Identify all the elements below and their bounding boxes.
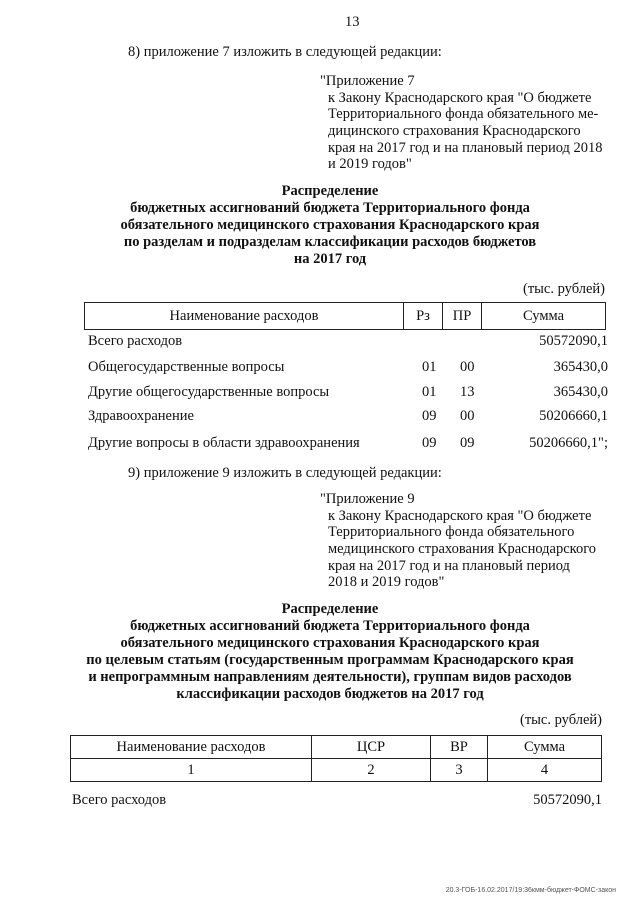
title2-line: бюджетных ассигнований бюджета Территориального фонда bbox=[130, 618, 530, 634]
appendix9-line: "Приложение 9 bbox=[320, 491, 415, 507]
table-row bbox=[88, 333, 608, 353]
table2-number-2: 2 bbox=[312, 759, 431, 782]
row-pr: 13 bbox=[460, 384, 475, 400]
appendix7-line: дицинского страхования Краснодарского bbox=[328, 123, 581, 140]
row-sum: 365430,0 bbox=[553, 359, 608, 375]
row-name: Здравоохранение bbox=[88, 408, 194, 424]
row-sum: 50206660,1 bbox=[539, 408, 608, 424]
appendix7-line: к Закону Краснодарского края "О бюджете bbox=[328, 89, 592, 106]
footer-code: 20.3-ГОБ-16.02.2017/19:36кмм-бюджет-ФОМС-закон bbox=[445, 886, 616, 894]
title1 bbox=[70, 183, 590, 268]
table2-number-1: 1 bbox=[71, 759, 312, 782]
appendix7-header bbox=[320, 73, 610, 173]
appendix9-line: медицинского страхования Краснодарского bbox=[328, 541, 597, 558]
row-sum: 365430,0 bbox=[553, 384, 608, 400]
row-rz: 01 bbox=[422, 359, 437, 375]
appendix7-line: края на 2017 год и на плановый период 2018 bbox=[328, 139, 603, 156]
title2 bbox=[70, 601, 590, 703]
appendix9-line: к Закону Краснодарского края "О бюджете bbox=[328, 507, 592, 524]
total-row bbox=[72, 792, 602, 812]
row-name: Общегосударственные вопросы bbox=[88, 359, 285, 375]
appendix7-line: и 2019 годов" bbox=[328, 156, 412, 173]
table1-header-pr: ПР bbox=[443, 303, 482, 330]
table2-number-4: 4 bbox=[488, 759, 602, 782]
table2 bbox=[70, 735, 602, 782]
table-row bbox=[88, 384, 608, 404]
table-row bbox=[88, 435, 608, 455]
row-pr: 09 bbox=[460, 435, 475, 451]
title1-line: бюджетных ассигнований бюджета Территориального фонда bbox=[130, 200, 530, 216]
title1-line: на 2017 год bbox=[293, 251, 367, 267]
title2-line: классификации расходов бюджетов на 2017 год bbox=[176, 686, 484, 702]
total-sum: 50572090,1 bbox=[533, 792, 602, 808]
table1-header bbox=[84, 302, 606, 330]
table1-header-sum: Сумма bbox=[482, 303, 606, 330]
table2-header-vr: ВР bbox=[431, 736, 488, 759]
row-name: Другие вопросы в области здравоохранения bbox=[88, 435, 360, 451]
title1-line: по разделам и подразделам классификации расходов бюджетов bbox=[123, 234, 537, 250]
row-pr: 00 bbox=[460, 408, 475, 424]
appendix7-line: "Приложение 7 bbox=[320, 73, 415, 89]
row-name: Другие общегосударственные вопросы bbox=[88, 384, 330, 400]
row-pr: 00 bbox=[460, 359, 475, 375]
appendix7-line: Территориального фонда обязательного ме- bbox=[328, 106, 599, 123]
appendix9-line: Территориального фонда обязательного bbox=[328, 524, 575, 541]
row-sum: 50206660,1"; bbox=[529, 435, 608, 451]
title2-line: по целевым статьям (государственным программам Краснодарского края bbox=[86, 652, 574, 668]
page-number: 13 bbox=[345, 14, 360, 30]
units1: (тыс. рублей) bbox=[523, 281, 605, 297]
title1-line: обязательного медицинского страхования Краснодарского края bbox=[120, 217, 540, 233]
table2-number-3: 3 bbox=[431, 759, 488, 782]
appendix9-line: 2018 и 2019 годов" bbox=[328, 574, 445, 591]
row-rz: 09 bbox=[422, 435, 437, 451]
title2-line: и непрограммным направлениям деятельности), группам видов расходов bbox=[88, 669, 572, 685]
appendix9-line: края на 2017 год и на плановый период bbox=[328, 557, 570, 574]
item8-text: 8) приложение 7 изложить в следующей редакции: bbox=[128, 44, 442, 60]
table2-header-name: Наименование расходов bbox=[71, 736, 312, 759]
row-rz: 01 bbox=[422, 384, 437, 400]
table-row bbox=[88, 359, 608, 379]
table2-header-csr: ЦСР bbox=[312, 736, 431, 759]
table1-header-name: Наименование расходов bbox=[85, 303, 404, 330]
total-label: Всего расходов bbox=[72, 792, 167, 808]
title2-line: Распределение bbox=[281, 601, 379, 617]
table-row bbox=[88, 408, 608, 428]
table1-header-rz: Рз bbox=[404, 303, 443, 330]
appendix9-header bbox=[320, 491, 610, 591]
title1-line: Распределение bbox=[281, 183, 379, 199]
title2-line: обязательного медицинского страхования Краснодарского края bbox=[120, 635, 540, 651]
item9-text: 9) приложение 9 изложить в следующей редакции: bbox=[128, 465, 442, 481]
row-name: Всего расходов bbox=[88, 333, 183, 349]
row-rz: 09 bbox=[422, 408, 437, 424]
table2-header-sum: Сумма bbox=[488, 736, 602, 759]
row-sum: 50572090,1 bbox=[539, 333, 608, 349]
units2: (тыс. рублей) bbox=[520, 712, 602, 728]
